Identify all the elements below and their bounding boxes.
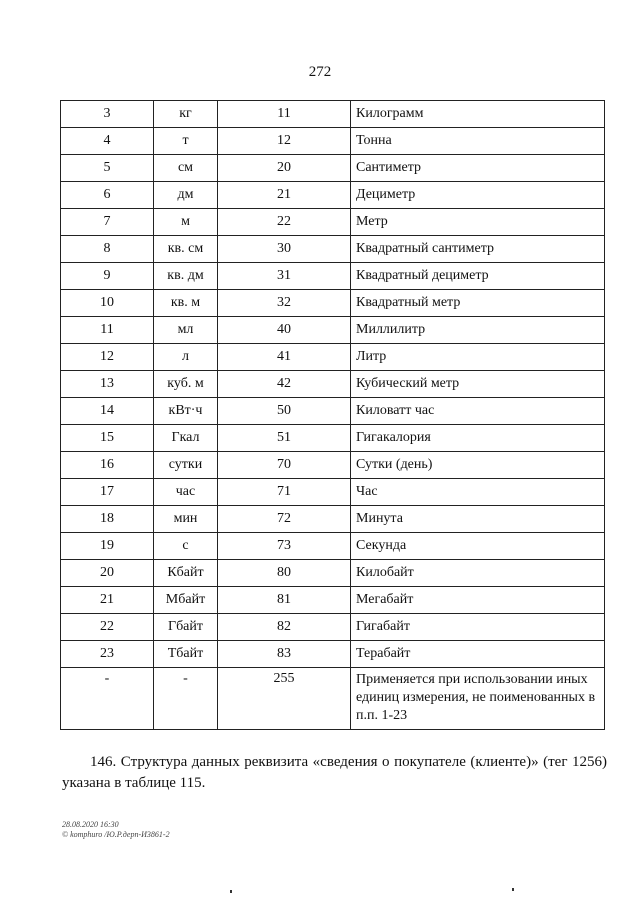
cell-name: Минута [351,506,605,533]
cell-symbol: кг [154,101,218,128]
cell-name: Сантиметр [351,155,605,182]
cell-code: 80 [218,560,351,587]
cell-number: 9 [61,263,154,290]
cell-name: Тонна [351,128,605,155]
cell-code: 21 [218,182,351,209]
cell-name: Секунда [351,533,605,560]
cell-code: 41 [218,344,351,371]
cell-name: Литр [351,344,605,371]
table-row [61,317,605,344]
cell-name: Час [351,479,605,506]
cell-code: 51 [218,425,351,452]
table-row [61,209,605,236]
cell-number: - [61,668,154,730]
cell-number: 8 [61,236,154,263]
cell-symbol: кв. м [154,290,218,317]
cell-symbol: Мбайт [154,587,218,614]
cell-code: 71 [218,479,351,506]
cell-symbol: час [154,479,218,506]
table-row [61,263,605,290]
cell-symbol: т [154,128,218,155]
cell-name: Кубический метр [351,371,605,398]
cell-symbol: дм [154,182,218,209]
cell-name: Дециметр [351,182,605,209]
units-table-body [61,101,605,730]
cell-name: Киловатт час [351,398,605,425]
page-number: 272 [308,64,332,80]
table-row [61,560,605,587]
scan-speck [230,890,232,893]
cell-symbol: куб. м [154,371,218,398]
footer-timestamp: 28.08.2020 16:30 [62,820,119,829]
cell-number: 22 [61,614,154,641]
table-row [61,128,605,155]
cell-number: 6 [61,182,154,209]
cell-number: 20 [61,560,154,587]
section-paragraph: 146. Структура данных реквизита «сведения о покупателе (клиенте)» (тег 1256) указана в таблице 115. [62,754,607,791]
cell-number: 3 [61,101,154,128]
cell-name: Терабайт [351,641,605,668]
cell-code: 20 [218,155,351,182]
cell-number: 18 [61,506,154,533]
footer-document-id: © komphuro /Ю.Р.дерп-И3861-2 [62,830,170,839]
table-row [61,425,605,452]
cell-number: 10 [61,290,154,317]
cell-symbol: Кбайт [154,560,218,587]
cell-symbol: - [154,668,218,730]
cell-code: 255 [218,668,351,730]
table-row [61,479,605,506]
cell-code: 32 [218,290,351,317]
scan-speck [512,888,514,891]
cell-code: 72 [218,506,351,533]
cell-name: Сутки (день) [351,452,605,479]
cell-number: 13 [61,371,154,398]
cell-number: 17 [61,479,154,506]
table-row [61,641,605,668]
cell-name: Метр [351,209,605,236]
table-row [61,101,605,128]
table-row [61,344,605,371]
table-row [61,236,605,263]
cell-name: Килобайт [351,560,605,587]
cell-name: Миллилитр [351,317,605,344]
cell-code: 42 [218,371,351,398]
cell-name: Гигабайт [351,614,605,641]
cell-symbol: кв. см [154,236,218,263]
cell-name: Квадратный дециметр [351,263,605,290]
document-footer [62,820,170,840]
table-row [61,398,605,425]
cell-name: Гигакалория [351,425,605,452]
cell-name: Мегабайт [351,587,605,614]
table-row [61,182,605,209]
table-row [61,290,605,317]
cell-code: 73 [218,533,351,560]
cell-number: 11 [61,317,154,344]
units-table [60,100,605,730]
cell-number: 19 [61,533,154,560]
cell-code: 81 [218,587,351,614]
cell-number: 5 [61,155,154,182]
cell-number: 12 [61,344,154,371]
table-row [61,371,605,398]
cell-symbol: мл [154,317,218,344]
cell-symbol: кВт·ч [154,398,218,425]
cell-code: 11 [218,101,351,128]
cell-number: 4 [61,128,154,155]
table-row [61,533,605,560]
cell-code: 70 [218,452,351,479]
table-row [61,587,605,614]
cell-name: Квадратный метр [351,290,605,317]
table-row [61,668,605,730]
cell-name: Применяется при использовании иных единиц измерения, не поименованных в п.п. 1-23 [351,668,605,730]
cell-code: 83 [218,641,351,668]
cell-code: 82 [218,614,351,641]
cell-number: 15 [61,425,154,452]
table-row [61,614,605,641]
cell-symbol: л [154,344,218,371]
cell-code: 30 [218,236,351,263]
cell-symbol: м [154,209,218,236]
table-row [61,452,605,479]
cell-symbol: с [154,533,218,560]
cell-number: 7 [61,209,154,236]
cell-number: 16 [61,452,154,479]
cell-code: 12 [218,128,351,155]
cell-symbol: Тбайт [154,641,218,668]
cell-symbol: кв. дм [154,263,218,290]
cell-code: 50 [218,398,351,425]
cell-code: 22 [218,209,351,236]
table-row [61,506,605,533]
cell-symbol: сутки [154,452,218,479]
cell-number: 23 [61,641,154,668]
cell-symbol: Гбайт [154,614,218,641]
cell-name: Квадратный сантиметр [351,236,605,263]
cell-symbol: мин [154,506,218,533]
cell-symbol: Гкал [154,425,218,452]
cell-name: Килограмм [351,101,605,128]
cell-code: 40 [218,317,351,344]
cell-number: 14 [61,398,154,425]
cell-symbol: см [154,155,218,182]
cell-code: 31 [218,263,351,290]
cell-number: 21 [61,587,154,614]
table-row [61,155,605,182]
